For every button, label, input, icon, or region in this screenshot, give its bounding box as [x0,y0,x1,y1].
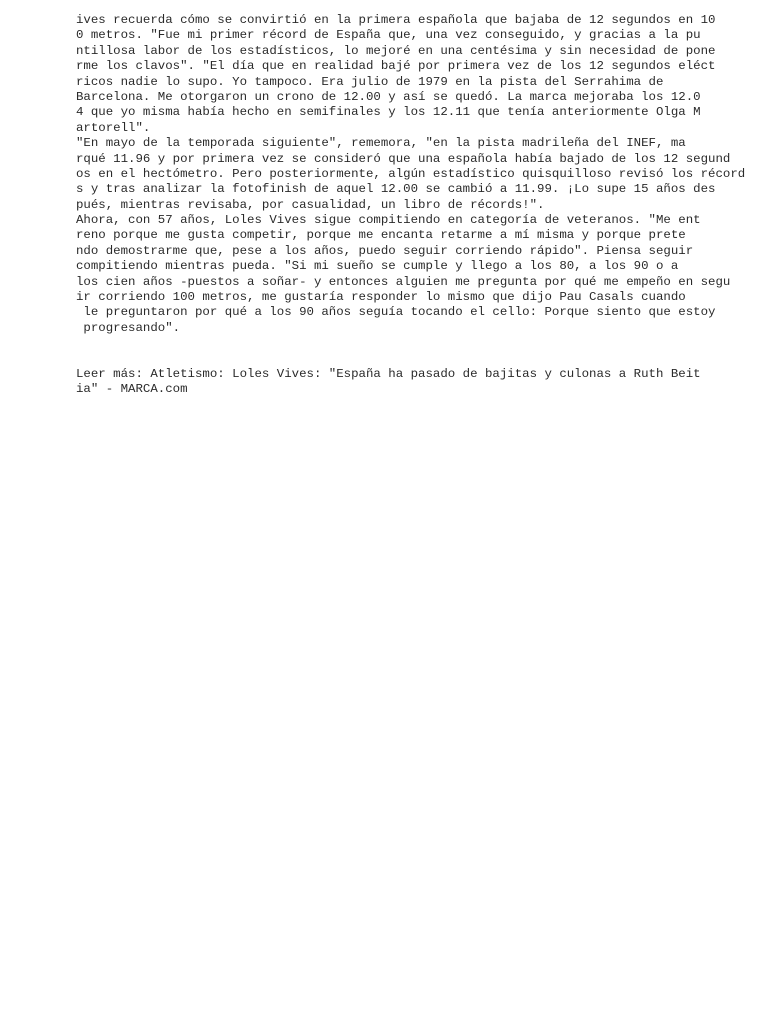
article-paragraph-1 [76,13,756,136]
text-line: Ahora, con 57 años, Loles Vives sigue compitiendo en categoría de veteranos. "Me ent [76,213,701,228]
blank-line [76,336,756,351]
read-more-line: Leer más: Atletismo: Loles Vives: "España ha pasado de bajitas y culonas a Ruth Beit [76,366,701,381]
blank-line [76,352,756,367]
read-more-footer [76,367,756,398]
text-line: los cien años -puestos a soñar- y entonces alguien me pregunta por qué me empeño en segu [76,274,731,289]
text-line: s y tras analizar la fotofinish de aquel 12.00 se cambió a 11.99. ¡Lo supe 15 años des [76,182,716,197]
text-line: compitiendo mientras pueda. "Si mi sueño se cumple y llego a los 80, a los 90 o a [76,259,679,274]
text-line: "En mayo de la temporada siguiente", rememora, "en la pista madrileña del INEF, ma [76,136,686,151]
text-line: ricos nadie lo supo. Yo tampoco. Era julio de 1979 en la pista del Serrahima de [76,74,664,89]
document-page [76,13,756,398]
text-line: le preguntaron por qué a los 90 años seguía tocando el cello: Porque siento que estoy [76,305,716,320]
text-line: os en el hectómetro. Pero posteriormente, algún estadístico quisquilloso revisó los récord [76,166,746,181]
text-line: 0 metros. "Fue mi primer récord de España que, una vez conseguido, y gracias a la pu [76,28,701,43]
text-line: 4 que yo misma había hecho en semifinales y los 12.11 que tenía anteriormente Olga M [76,105,701,120]
text-line: Barcelona. Me otorgaron un crono de 12.00 y así se quedó. La marca mejoraba los 12.0 [76,89,701,104]
text-line: rme los clavos". "El día que en realidad bajé por primera vez de los 12 segundos eléct [76,59,716,74]
text-line: ntillosa labor de los estadísticos, lo mejoré en una centésima y sin necesidad de pone [76,43,716,58]
text-line: artorell". [76,120,151,135]
text-line: progresando". [76,320,181,335]
text-line: ndo demostrarme que, pese a los años, puedo seguir corriendo rápido". Piensa seguir [76,243,694,258]
text-line: ives recuerda cómo se convirtió en la primera española que bajaba de 12 segundos en 10 [76,13,716,27]
article-paragraph-3 [76,213,756,336]
text-line: pués, mientras revisaba, por casualidad, un libro de récords!". [76,197,545,212]
text-line: ir corriendo 100 metros, me gustaría responder lo mismo que dijo Pau Casals cuando [76,290,686,305]
article-paragraph-2 [76,136,756,213]
read-more-line: ia" - MARCA.com [76,382,188,397]
text-line: rqué 11.96 y por primera vez se consideró que una española había bajado de los 12 segund [76,151,731,166]
text-line: reno porque me gusta competir, porque me encanta retarme a mí misma y porque prete [76,228,686,243]
